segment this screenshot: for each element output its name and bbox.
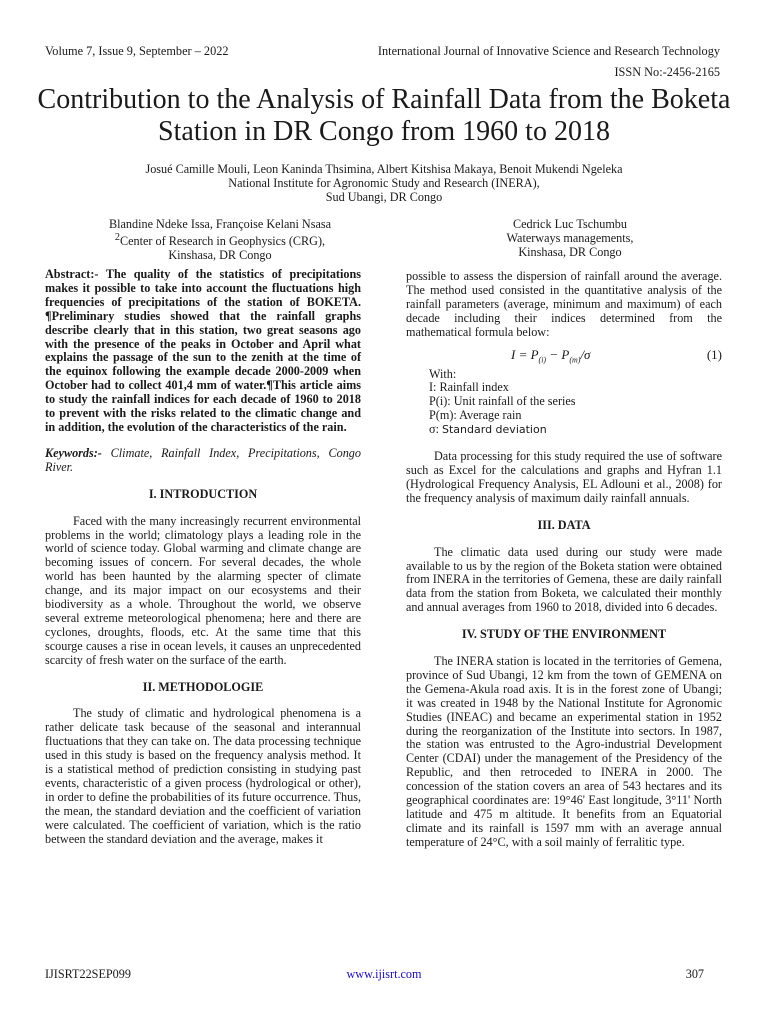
left-column [45,268,361,847]
paper-title: Contribution to the Analysis of Rainfall Data from the Boketa Station in DR Congo from 1960 to 2018 [37,84,731,147]
header-volume: Volume 7, Issue 9, September – 2022 [45,44,229,58]
methodology-continuation: possible to assess the dispersion of rainfall around the average. The method used consisted in the quantitative analysis of the rainfall parameters (average, minimum and maximum) of each decade including their indices determined from the mathematical formula below: [406,269,722,339]
rainfall-index-formula [406,348,722,366]
author-names-right: Cedrick Luc Tschumbu [512,217,627,231]
right-column [406,270,722,850]
header-issn: ISSN No:-2456-2165 [614,65,720,79]
formula-legend-item: P(m): Average rain [429,408,522,423]
header-journal: International Journal of Innovative Science and Research Technology [377,44,720,58]
formula-number: (1) [706,346,722,362]
formula-legend-item [429,423,722,437]
author-block-main [44,162,724,205]
sigma-description: Standard deviation [442,423,547,437]
affiliation-text-left: Center of Research in Geophysics (CRG), [119,234,326,249]
author-location-right: Kinshasa, DR Congo [518,245,622,260]
formula-legend-item: I: Rainfall index [429,380,509,395]
author-names-left: Blandine Ndeke Issa, Françoise Kelani Nsasa [108,217,332,231]
section-heading-data: III. DATA [537,517,591,532]
footer-page-number: 307 [685,967,704,981]
data-paragraph: The climatic data used during our study were made available to us by the region of the Boketa station were obtained from INERA in the territories of Gemena, these are daily rainfall data from the station from Boketa, we calculated their monthly and annual averages from 1960 to 2018, divided into 6 decades. [406,544,722,615]
sigma-symbol: σ: [429,422,443,437]
footer-paper-code: IJISRT22SEP099 [45,967,131,981]
author-affiliation-right: Waterways managements, [506,231,634,246]
author-affiliation: National Institute for Agronomic Study and Research (INERA), [228,176,540,191]
keywords [45,447,361,475]
abstract-paragraph: Abstract:- The quality of the statistics of precipitations makes it possible to take into account the fluctuations high frequencies of precipitations of the station of BOKETA. ¶Preliminary studies showed that the rainfall graphs describe clearly that in this station, two great seasons ago with the presence of the peaks in October and April what explains the passage of the sun to the zenith at the time of the equinox following the example decade 2000-2009 when October had to collect 401,4 mm of water.¶This article aims to study the rainfall indices for each decade of 1960 to 2018 to prevent with the risks related to the climatic change and in addition, the evolution of the characteristics of the rain. [45,267,361,434]
author-names: Josué Camille Mouli, Leon Kaninda Thsimina, Albert Kitshisa Makaya, Benoit Mukendi Ngeleka [145,162,623,176]
introduction-paragraph: Faced with the many increasingly recurrent environmental problems in the world; climatology plays a leading role in the world of science today. Global warming and climate change are becoming issues of concern. For several decades, the whole world has been haunted by the alarming specter of climate change, and its major impact on our ecosystems and their biodiversity as a whole. Throughout the world, we observe several extreme meteorological phenomena; here and there are cyclones, droughts, floods, etc. At the same time that this scourge causes a rise in ocean levels, it causes an unprecedented scarcity of fresh water on the surface of the earth. [45,513,361,667]
formula-legend [406,368,722,438]
section-heading-introduction: I. INTRODUCTION [148,486,258,501]
author-block-left [60,217,380,263]
footer-website-link[interactable]: www.ijisrt.com [346,967,422,981]
formula-legend-item: P(i): Unit rainfall of the series [429,394,576,409]
keywords-text: Climate, Rainfall Index, Precipitations, Congo River. [45,445,361,474]
author-block-right [420,217,720,260]
author-location: Sud Ubangi, DR Congo [325,190,443,205]
formula-legend-label: With: [429,366,457,381]
formula-expression: $I = P_{(i)} - P_{(m)}/\sigma$ [511,346,591,365]
author-affiliation-left [60,231,380,248]
author-location-left: Kinshasa, DR Congo [168,248,272,263]
affiliation-superscript: 2 [114,232,120,244]
keywords-label: Keywords:- [45,445,102,460]
section-heading-environment: IV. STUDY OF THE ENVIRONMENT [461,627,667,642]
processing-paragraph: Data processing for this study required the use of software such as Excel for the calculations and graphs and Hyfran 1.1 (Hydrological Frequency Analysis, EL Adlouni et al., 2008) for the frequency analysis of maximum daily rainfall annuals. [406,449,722,505]
methodology-paragraph: The study of climatic and hydrological phenomena is a rather delicate task because of the seasonal and interannual fluctuations that they can take on. The data processing technique used in this study is based on the frequency analysis method. It is a statistical method of prediction consisting in studying past events, characteristic of a given process (hydrological or other), in order to define the probabilities of its future occurrence. Thus, the mean, the standard deviation and the coefficient of variation were calculated. The coefficient of variation, which is the ratio between the standard deviation and the average, makes it [45,706,361,846]
section-heading-methodology: II. METHODOLOGIE [142,679,264,694]
environment-paragraph: The INERA station is located in the territories of Gemena, province of Sud Ubangi, 12 km from the town of GEMENA on the Gemena-Akula road axis. It is in the forest zone of Ubangi; it was created in 1948 by the National Institute for Agronomic Studies (INEAC) and became an experimental station in 1952 during the reorganization of the Institute into sectors. In 1987, the station was entrusted to the Agro-industrial Development Center (CDAI) under the management of the Presidency of the Republic, and then retroceded to INERA in 2000. The concession of the station covers an area of 543 hectares and its geographical coordinates are: 19°46' East longitude, 3°11' North latitude and 475 m altitude. It benefits from an Equatorial climate and its rainfall is 1597 mm with an average annual temperature of 24°C, with a soil mainly of ferralitic type. [406,654,722,849]
